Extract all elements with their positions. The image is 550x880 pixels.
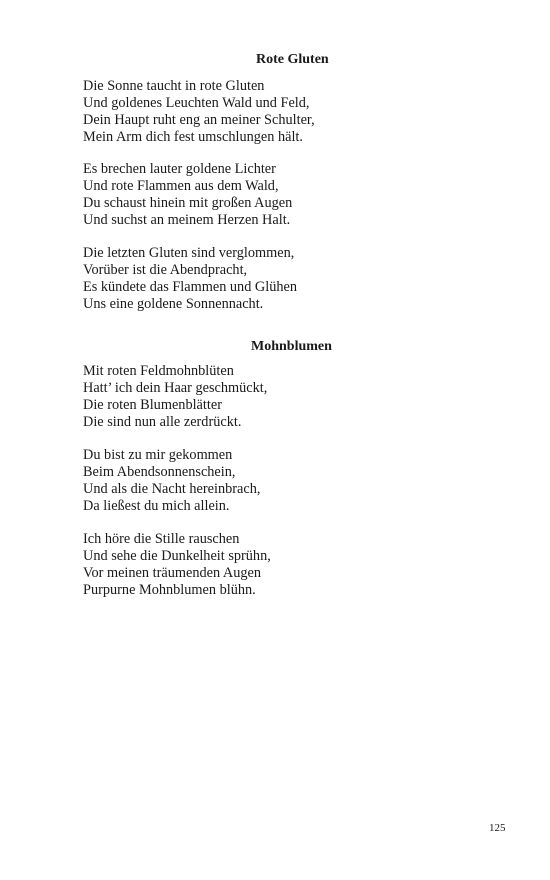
poem-title: Mohnblumen <box>251 339 332 354</box>
poem-line: Und sehe die Dunkelheit sprühn, <box>83 548 271 564</box>
poem-line: Die sind nun alle zerdrückt. <box>83 414 242 430</box>
poem-line: Und als die Nacht hereinbrach, <box>83 481 261 497</box>
poem-line: Da ließest du mich allein. <box>83 498 230 514</box>
poem-line: Die roten Blumenblätter <box>83 397 222 413</box>
poem-line: Dein Haupt ruht eng an meiner Schulter, <box>83 112 315 128</box>
poem-line: Die Sonne taucht in rote Gluten <box>83 78 265 94</box>
poem-line: Hatt’ ich dein Haar geschmückt, <box>83 380 268 396</box>
poem-line: Du bist zu mir gekommen <box>83 447 233 463</box>
poem-line: Und rote Flammen aus dem Wald, <box>83 178 279 194</box>
poem-line: Und suchst an meinem Herzen Halt. <box>83 212 291 228</box>
stanza <box>83 363 267 431</box>
poem-line: Vor meinen träumenden Augen <box>83 565 262 581</box>
poem-title: Rote Gluten <box>256 52 329 67</box>
poem-line: Die letzten Gluten sind verglommen, <box>83 245 295 261</box>
poem-line: Ich höre die Stille rauschen <box>83 531 240 547</box>
poem-line: Beim Abendsonnenschein, <box>83 464 236 480</box>
stanza <box>83 78 315 146</box>
poem-line: Und goldenes Leuchten Wald und Feld, <box>83 95 310 111</box>
poem-line: Es brechen lauter goldene Lichter <box>83 161 276 177</box>
stanza <box>83 447 260 515</box>
poem-line: Mit roten Feldmohnblüten <box>83 363 234 379</box>
poem-line: Uns eine goldene Sonnennacht. <box>83 296 264 312</box>
page-number: 125 <box>489 822 506 834</box>
poem-line: Purpurne Mohnblumen blühn. <box>83 582 256 598</box>
poem-line: Du schaust hinein mit großen Augen <box>83 195 293 211</box>
poem-line: Vorüber ist die Abendpracht, <box>83 262 248 278</box>
stanza <box>83 531 271 599</box>
poem-line: Mein Arm dich fest umschlungen hält. <box>83 129 303 145</box>
stanza <box>83 161 292 229</box>
stanza <box>83 245 297 313</box>
poem-line: Es kündete das Flammen und Glühen <box>83 279 298 295</box>
